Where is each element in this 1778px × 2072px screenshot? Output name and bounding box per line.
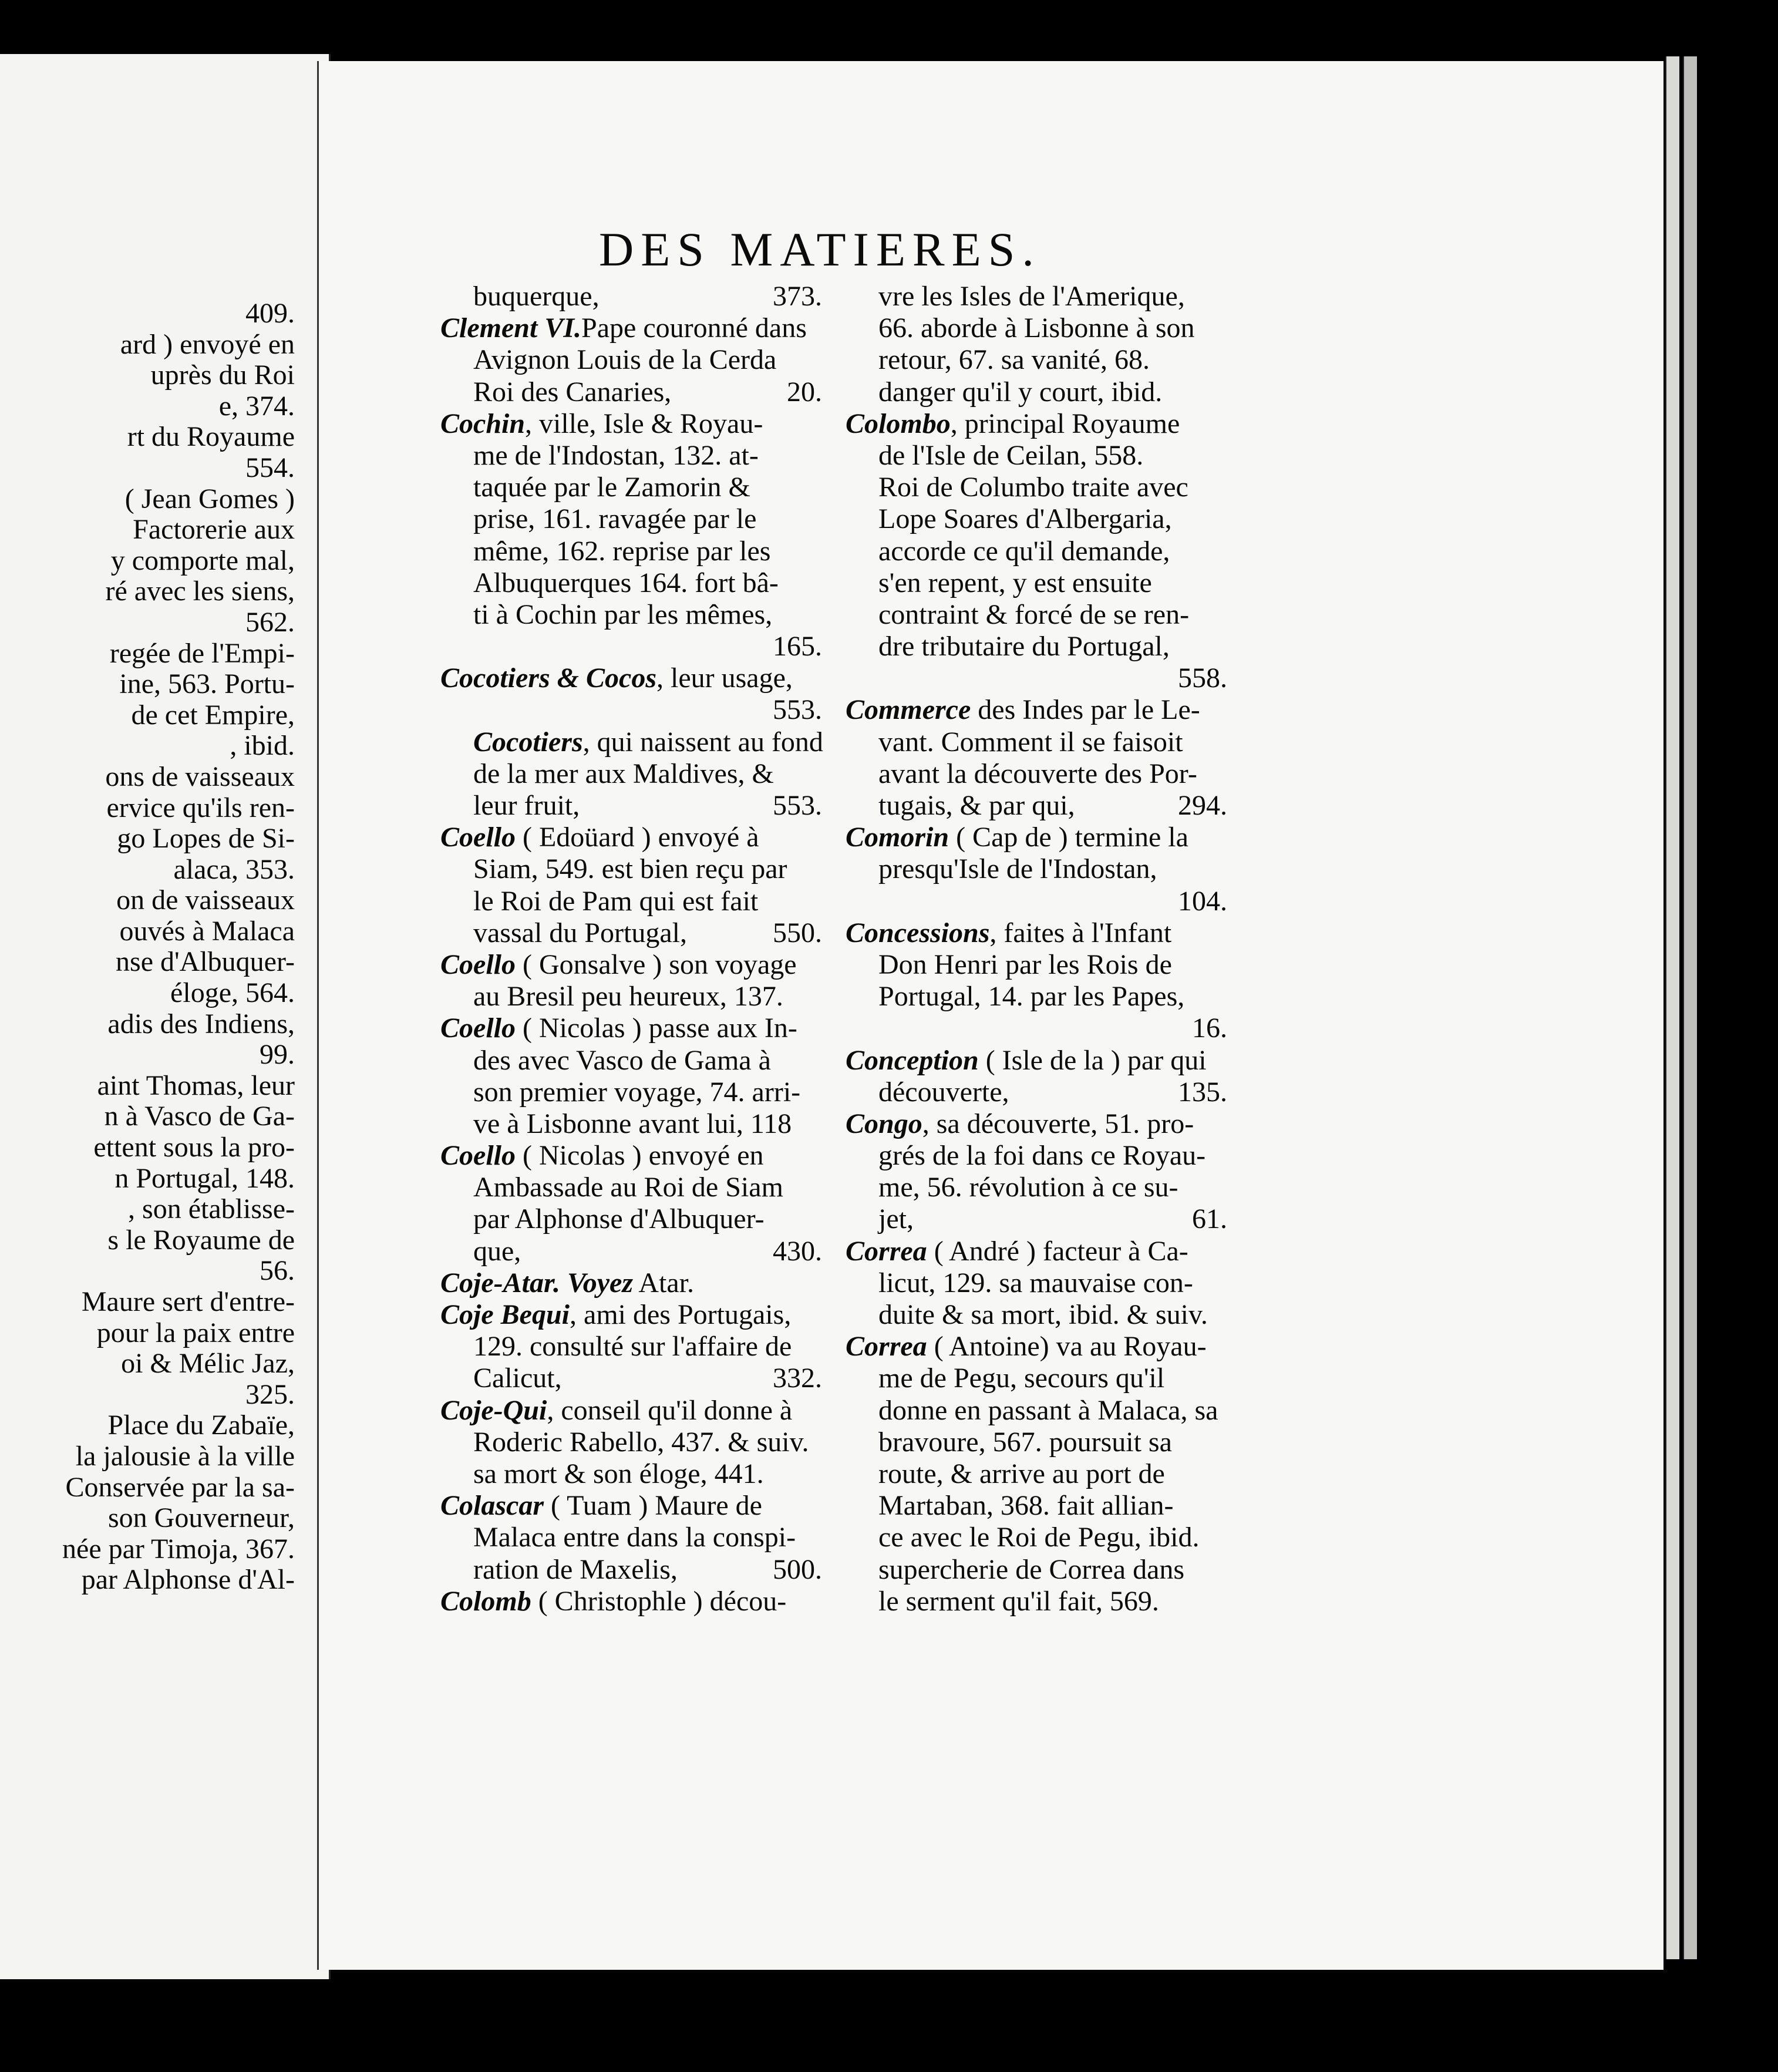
entry-text: vassal du Portugal, [473, 917, 687, 948]
entry-text: ( Nicolas ) envoyé en [516, 1140, 764, 1172]
entry-text: le Roi de Pam qui est fait [473, 885, 759, 917]
left-page-line: ine, 563. Portu- [119, 668, 295, 700]
index-entry-line [846, 981, 1227, 1013]
left-page-line: Place du Zabaïe, [107, 1410, 295, 1441]
entry-text: Roderic Rabello, 437. & suiv. [473, 1426, 809, 1458]
entry-keyword: Coello [440, 1013, 516, 1044]
page-reference: 135. [1178, 1076, 1227, 1108]
index-entry-line [846, 949, 1227, 981]
left-page-line: pour la paix entre [96, 1317, 295, 1348]
index-entry-line [846, 662, 1227, 694]
entry-text: dre tributaire du Portugal, [878, 631, 1170, 662]
index-entry-head-line [440, 1490, 822, 1522]
index-entry-line [440, 599, 822, 631]
entry-text: Avignon Louis de la Cerda [473, 344, 777, 376]
index-entry-line [846, 472, 1227, 503]
entry-text: que, [473, 1235, 521, 1267]
entry-keyword: Coello [440, 948, 516, 980]
page-reference: 165. [773, 631, 822, 662]
index-entry-line [846, 1586, 1227, 1617]
entry-text: vre les Isles de l'Amerique, [878, 281, 1185, 312]
left-page-line: 56. [260, 1255, 295, 1287]
entry-text: Roi de Columbo traite avec [878, 472, 1188, 503]
entry-text: Martaban, 368. fait allian- [878, 1490, 1174, 1522]
entry-text: tugais, & par qui, [878, 790, 1075, 821]
left-page-text [0, 298, 295, 1596]
entry-text: , principal Royaume [950, 408, 1180, 439]
entry-text: 66. aborde à Lisbonne à son [878, 312, 1195, 344]
left-page-line: regée de l'Empi- [109, 637, 295, 669]
index-entry-line [846, 567, 1227, 599]
page-edge [1665, 56, 1679, 1959]
left-page-line: n à Vasco de Ga- [104, 1101, 295, 1132]
index-entry-line [846, 376, 1227, 408]
entry-text: , qui naissent au fond [582, 726, 823, 758]
entry-text: Malaca entre dans la conspi- [473, 1522, 796, 1553]
left-page-line: 409. [245, 298, 295, 329]
left-page-line: oi & Mélic Jaz, [121, 1348, 295, 1380]
index-entry-line [440, 1203, 822, 1235]
entry-text: ( Edoüard ) envoyé à [516, 822, 759, 853]
page-reference: 500. [773, 1553, 822, 1585]
left-page-line: ervice qu'ils ren- [106, 792, 295, 823]
entry-text: de la mer aux Maldives, & [473, 758, 774, 789]
entry-text: Pape couronné dans [581, 312, 807, 344]
left-page-line: adis des Indiens, [107, 1008, 295, 1040]
page-reference: 373. [773, 281, 822, 312]
left-page-line: nse d'Albuquer- [116, 946, 295, 978]
left-page-line: ons de vaisseaux [105, 761, 295, 792]
entry-text: Don Henri par les Rois de [878, 948, 1172, 980]
entry-text: ( Christophle ) décou- [531, 1585, 787, 1617]
index-entry-line [440, 790, 822, 822]
left-page-line: s le Royaume de [107, 1224, 295, 1256]
entry-text: vant. Comment il se faisoit [878, 726, 1183, 758]
index-entry-line [440, 344, 822, 376]
entry-keyword: Coje-Qui [440, 1394, 547, 1426]
index-entry-line [846, 726, 1227, 758]
index-column-1 [440, 281, 822, 1617]
entry-text: Ambassade au Roi de Siam [473, 1172, 783, 1203]
entry-text: bravoure, 567. poursuit sa [878, 1426, 1172, 1458]
left-page-line: 99. [260, 1039, 295, 1071]
entry-keyword: Congo [846, 1108, 922, 1139]
entry-keyword: Colascar [440, 1490, 544, 1522]
left-page-line: Maure sert d'entre- [81, 1286, 295, 1317]
index-entry-line [440, 536, 822, 567]
index-entry-line [846, 1490, 1227, 1522]
entry-keyword: Cocotiers & Cocos [440, 662, 656, 694]
page-reference: 558. [1178, 662, 1227, 694]
left-page-line: ouvés à Malaca [119, 915, 295, 947]
entry-text: ( Antoine) va au Royau- [927, 1331, 1207, 1363]
entry-text: ( Isle de la ) par qui [978, 1044, 1207, 1076]
index-entry-line [846, 536, 1227, 567]
index-entry-line [440, 1045, 822, 1077]
entry-text: ( André ) facteur à Ca- [927, 1235, 1188, 1267]
left-page-line: née par Timoja, 367. [62, 1533, 295, 1565]
entry-text: Portugal, 14. par les Papes, [878, 981, 1185, 1013]
index-entry-head-line [440, 1299, 822, 1331]
index-entry-line [440, 917, 822, 949]
page-reference: 553. [773, 694, 822, 726]
entry-text: ration de Maxelis, [473, 1553, 678, 1585]
entry-text: ve à Lisbonne avant lui, 118 [473, 1108, 792, 1139]
entry-text: , conseil qu'il donne à [547, 1394, 793, 1426]
entry-keyword: Cocotiers [473, 726, 583, 758]
entry-text: presqu'Isle de l'Indostan, [878, 853, 1157, 885]
entry-text: duite & sa mort, ibid. & suiv. [878, 1299, 1208, 1330]
index-entry-line [440, 503, 822, 535]
left-page-line: ( Jean Gomes ) [124, 483, 295, 514]
index-entry-line [440, 758, 822, 790]
index-entry-line [846, 312, 1227, 344]
left-page-line: ré avec les siens, [105, 576, 295, 607]
left-page-line: de cet Empire, [131, 699, 295, 731]
entry-text: ( Gonsalve ) son voyage [516, 948, 797, 980]
running-head: DES MATIERES. [599, 223, 1041, 276]
entry-keyword: Conception [846, 1044, 979, 1076]
index-entry-head-line [440, 1267, 822, 1299]
entry-text: danger qu'il y court, ibid. [878, 376, 1163, 408]
entry-text: ce avec le Roi de Pegu, ibid. [878, 1522, 1200, 1553]
index-entry-line [440, 631, 822, 662]
index-entry-head-line [440, 408, 822, 440]
entry-keyword: Coje Bequi [440, 1299, 570, 1330]
left-page-line: 554. [245, 452, 295, 483]
page-reference: 332. [773, 1363, 822, 1394]
index-entry-line [846, 599, 1227, 631]
index-entry-line [440, 1236, 822, 1267]
entry-keyword: Colombo [846, 408, 951, 439]
left-page-line: e, 374. [218, 390, 295, 422]
entry-keyword: Commerce [846, 694, 971, 726]
index-entry-line [846, 1267, 1227, 1299]
entry-text: ( Cap de ) termine la [949, 822, 1188, 853]
left-page-line: on de vaisseaux [116, 884, 295, 916]
index-entry-line [440, 853, 822, 885]
index-entry-line [440, 981, 822, 1013]
left-page-line: y comporte mal, [110, 544, 295, 576]
index-entry-line [440, 694, 822, 726]
entry-text: , faites à l'Infant [989, 917, 1172, 948]
index-entry-head-line [846, 1045, 1227, 1077]
entry-text: des Indes par le Le- [971, 694, 1200, 726]
entry-text: Roi des Canaries, [473, 376, 672, 408]
entry-text: , leur usage, [656, 662, 793, 694]
left-page-line: ard ) envoyé en [120, 328, 295, 360]
index-entry-head-line [440, 726, 822, 758]
index-entry-line [846, 344, 1227, 376]
entry-text: Albuquerques 164. fort bâ- [473, 567, 779, 598]
entry-text: licut, 129. sa mauvaise con- [878, 1267, 1193, 1299]
entry-text: supercherie de Correa dans [878, 1553, 1185, 1585]
left-page-line: alaca, 353. [173, 853, 295, 885]
index-entry-line [440, 1331, 822, 1363]
index-entry-line [846, 1172, 1227, 1203]
index-entry-head-line [846, 1108, 1227, 1140]
left-page-line: n Portugal, 148. [115, 1162, 295, 1194]
entry-text: accorde ce qu'il demande, [878, 535, 1170, 567]
index-entry-head-line [440, 312, 822, 344]
index-entry-head-line [846, 1236, 1227, 1267]
entry-keyword: Comorin [846, 822, 949, 853]
index-entry-head-line [440, 1586, 822, 1617]
entry-text: même, 162. reprise par les [473, 535, 771, 567]
entry-text: route, & arrive au port de [878, 1458, 1165, 1489]
left-page-line: Conservée par la sa- [65, 1471, 295, 1503]
index-entry-line [846, 1554, 1227, 1586]
entry-text: sa mort & son éloge, 441. [473, 1458, 764, 1489]
index-entry-line [440, 376, 822, 408]
entry-text: , sa découverte, 51. pro- [922, 1108, 1194, 1139]
entry-keyword: Colomb [440, 1585, 531, 1617]
left-page-line: 325. [245, 1378, 295, 1410]
entry-text: ( Tuam ) Maure de [544, 1490, 762, 1522]
index-entry-line [846, 1395, 1227, 1427]
left-page-line: uprès du Roi [150, 359, 295, 391]
entry-text: de l'Isle de Ceilan, 558. [878, 439, 1144, 471]
index-entry-line [440, 1077, 822, 1108]
left-page-line: aint Thomas, leur [97, 1069, 295, 1101]
index-entry-line [846, 1427, 1227, 1458]
left-page-line: ettent sous la pro- [93, 1132, 295, 1163]
index-entry-line [440, 1522, 822, 1553]
page-reference: 294. [1178, 790, 1227, 821]
entry-text: jet, [878, 1203, 914, 1235]
entry-keyword: Coello [440, 822, 516, 853]
page-reference: 430. [773, 1235, 822, 1267]
entry-text: me de l'Indostan, 132. at- [473, 439, 759, 471]
index-entry-line [846, 281, 1227, 312]
index-entry-head-line [846, 917, 1227, 949]
index-entry-head-line [846, 408, 1227, 440]
left-page-line: la jalousie à la ville [75, 1440, 295, 1472]
index-column-2 [846, 281, 1227, 1617]
entry-text: buquerque, [473, 281, 600, 312]
entry-keyword: Clement VI. [440, 312, 582, 344]
left-page-line: par Alphonse d'Al- [81, 1564, 295, 1596]
entry-text: Siam, 549. est bien reçu par [473, 853, 787, 885]
index-entry-line [846, 1140, 1227, 1172]
index-entry-line [440, 886, 822, 917]
index-entry-line [440, 1172, 822, 1203]
entry-text: des avec Vasco de Gama à [473, 1044, 771, 1076]
index-entry-head-line [846, 822, 1227, 853]
entry-text: s'en repent, y est ensuite [878, 567, 1152, 598]
index-entry-line [846, 886, 1227, 917]
index-entry-head-line [440, 1395, 822, 1427]
index-entry-line [846, 790, 1227, 822]
left-page-line: rt du Royaume [127, 421, 295, 453]
index-entry-line [846, 1522, 1227, 1553]
entry-text: me de Pegu, secours qu'il [878, 1363, 1165, 1394]
entry-keyword: Coello [440, 1140, 516, 1172]
index-entry-line [440, 1458, 822, 1490]
index-entry-line [440, 472, 822, 503]
index-entry-line [846, 1299, 1227, 1331]
entry-text: au Bresil peu heureux, 137. [473, 981, 783, 1013]
entry-text: Atar. [633, 1267, 695, 1299]
left-page-line: Factorerie aux [133, 514, 295, 546]
entry-keyword: Coje-Atar. Voyez [440, 1267, 634, 1299]
entry-text: ti à Cochin par les mêmes, [473, 598, 773, 630]
index-entry-line [440, 1554, 822, 1586]
index-entry-line [440, 281, 822, 312]
index-entry-head-line [440, 949, 822, 981]
left-page-line: go Lopes de Si- [117, 823, 295, 855]
page-edge [1683, 56, 1697, 1959]
index-entry-line [440, 1427, 822, 1458]
entry-text: , ami des Portugais, [570, 1299, 792, 1330]
index-entry-line [440, 1108, 822, 1140]
entry-text: taquée par le Zamorin & [473, 472, 750, 503]
entry-text: avant la découverte des Por- [878, 758, 1197, 789]
entry-text: me, 56. révolution à ce su- [878, 1172, 1178, 1203]
index-entry-line [846, 758, 1227, 790]
left-page-fragment [0, 54, 331, 1979]
index-entry-line [846, 503, 1227, 535]
index-entry-line [846, 853, 1227, 885]
index-entry-line [846, 1203, 1227, 1235]
index-entry-line [440, 567, 822, 599]
left-page-line: , son établisse- [128, 1193, 295, 1225]
page-reference: 553. [773, 790, 822, 821]
entry-keyword: Correa [846, 1331, 927, 1363]
left-page-line: 562. [245, 606, 295, 638]
entry-text: Calicut, [473, 1363, 562, 1394]
index-entry-line [440, 1363, 822, 1394]
left-page-line: son Gouverneur, [108, 1502, 295, 1534]
entry-text: leur fruit, [473, 790, 580, 821]
entry-text: retour, 67. sa vanité, 68. [878, 344, 1150, 376]
entry-text: par Alphonse d'Albuquer- [473, 1203, 765, 1235]
entry-keyword: Concessions [846, 917, 990, 948]
entry-text: prise, 161. ravagée par le [473, 503, 757, 535]
page-reference: 61. [1192, 1203, 1227, 1235]
entry-text: le serment qu'il fait, 569. [878, 1585, 1159, 1617]
index-entry-head-line [440, 1140, 822, 1172]
left-page-line: , ibid. [230, 730, 295, 762]
entry-keyword: Correa [846, 1235, 927, 1267]
index-entry-head-line [846, 1331, 1227, 1363]
index-entry-line [846, 1458, 1227, 1490]
index-entry-line [440, 440, 822, 472]
page-reference: 104. [1178, 885, 1227, 917]
index-entry-line [846, 440, 1227, 472]
entry-text: son premier voyage, 74. arri- [473, 1076, 801, 1108]
page-reference: 550. [773, 917, 822, 948]
index-entry-head-line [440, 1013, 822, 1044]
entry-text: ( Nicolas ) passe aux In- [516, 1013, 797, 1044]
index-entry-line [846, 1077, 1227, 1108]
entry-text: grés de la foi dans ce Royau- [878, 1140, 1206, 1172]
page-reference: 20. [787, 376, 822, 408]
entry-keyword: Cochin [440, 408, 526, 439]
index-entry-line [846, 1013, 1227, 1044]
entry-text: contraint & forcé de se ren- [878, 598, 1190, 630]
entry-text: donne en passant à Malaca, sa [878, 1394, 1218, 1426]
index-entry-line [846, 1363, 1227, 1394]
index-entry-line [846, 631, 1227, 662]
index-entry-head-line [440, 822, 822, 853]
index-entry-head-line [440, 662, 822, 694]
index-entry-head-line [846, 694, 1227, 726]
entry-text: , ville, Isle & Royau- [525, 408, 763, 439]
entry-text: 129. consulté sur l'affaire de [473, 1331, 792, 1363]
entry-text: Lope Soares d'Albergaria, [878, 503, 1172, 535]
entry-text: découverte, [878, 1076, 1009, 1108]
left-page-line: éloge, 564. [170, 977, 295, 1009]
page-reference: 16. [1192, 1013, 1227, 1044]
